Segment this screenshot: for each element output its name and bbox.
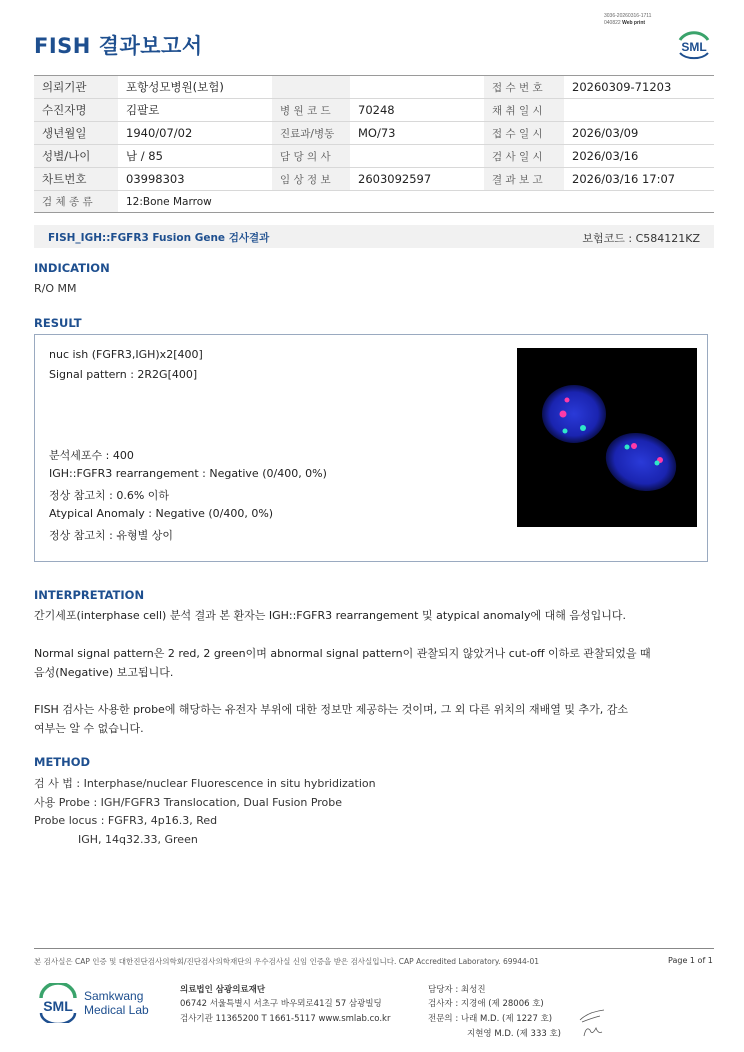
info-value: MO/73	[350, 122, 484, 145]
result-line: Atypical Anomaly : Negative (0/400, 0%)	[49, 507, 274, 520]
method-line: 사용 Probe : IGH/FGFR3 Translocation, Dual Fusion Probe	[34, 796, 343, 809]
test-title-bar	[34, 225, 714, 248]
staff-line: 담당자 : 최성진	[428, 985, 486, 995]
result-heading: RESULT	[34, 316, 82, 330]
info-label: 접 수 번 호	[484, 76, 564, 99]
info-value: 03998303	[118, 168, 272, 191]
info-label: 진료과/병동	[272, 122, 350, 145]
info-row	[34, 76, 714, 99]
sml-footer-logo-icon	[36, 983, 80, 1023]
method-line: 검 사 법 : Interphase/nuclear Fluorescence in situ hybridization	[34, 777, 376, 790]
info-value: 1940/07/02	[118, 122, 272, 145]
info-label: 의뢰기관	[34, 76, 118, 99]
signature-icon	[578, 1006, 608, 1040]
info-value: 20260309-71203	[564, 76, 714, 99]
info-value: 70248	[350, 99, 484, 122]
staff-line: 지현영 M.D. (제 333 호)	[467, 1029, 562, 1039]
interpretation-p2a: Normal signal pattern은 2 red, 2 green이며 abnormal signal pattern이 관찰되지 않았거나 cut-off 이하로 관찰되었을 때	[34, 647, 651, 660]
info-value: 2026/03/16 17:07	[564, 168, 714, 191]
result-line: 정상 참고치 : 0.6% 이하	[49, 489, 170, 502]
info-row	[34, 168, 714, 191]
doc-id-line: 3036-20260316-1711	[604, 13, 652, 19]
info-row	[34, 99, 714, 122]
sml-logo-icon	[674, 26, 714, 62]
info-row	[34, 145, 714, 168]
info-value: 2603092597	[350, 168, 484, 191]
interpretation-heading: INTERPRETATION	[34, 588, 145, 602]
info-row	[34, 122, 714, 145]
interpretation-p3b: 여부는 알 수 없습니다.	[34, 722, 144, 735]
info-label: 성별/나이	[34, 145, 118, 168]
accreditation-note: 본 검사실은 CAP 인증 및 대한진단검사의학회/진단검사의학재단의 우수검사실 신임 인증을 받은 검사실입니다. CAP Accredited Laboratory. 69944-01	[34, 957, 540, 966]
method-heading: METHOD	[34, 755, 91, 769]
result-line: 정상 참고치 : 유형별 상이	[49, 529, 173, 542]
doc-id-line2: 040822	[604, 20, 621, 26]
info-value	[350, 145, 484, 168]
test-name: FISH_IGH::FGFR3 Fusion Gene 검사결과	[48, 232, 270, 244]
info-label: 차트번호	[34, 168, 118, 191]
info-label: 임 상 정 보	[272, 168, 350, 191]
org-contact: 검사기관 11365200 T 1661-5117 www.smlab.co.kr	[180, 1014, 391, 1024]
svg-text:SML: SML	[43, 998, 73, 1014]
footer-divider	[34, 948, 714, 949]
sample-label: 검 체 종 류	[34, 191, 118, 213]
info-label: 검 사 일 시	[484, 145, 564, 168]
org-name: 의료법인 삼광의료재단	[180, 985, 266, 995]
fish-cell-image	[517, 348, 697, 527]
result-box	[34, 334, 708, 562]
info-label: 담 당 의 사	[272, 145, 350, 168]
info-value	[350, 76, 484, 99]
info-label: 접 수 일 시	[484, 122, 564, 145]
info-value	[564, 99, 714, 122]
info-value: 김팔로	[118, 99, 272, 122]
info-label: 결 과 보 고	[484, 168, 564, 191]
result-line: nuc ish (FGFR3,IGH)x2[400]	[49, 348, 203, 361]
interpretation-p2b: 음성(Negative) 보고됩니다.	[34, 666, 174, 679]
info-label: 생년월일	[34, 122, 118, 145]
indication-text: R/O MM	[34, 282, 77, 295]
sample-value: 12:Bone Marrow	[118, 191, 714, 213]
page-number: Page 1 of 1	[668, 956, 713, 965]
org-address: 06742 서울특별시 서초구 바우뫼로41길 57 삼광빌딩	[180, 999, 382, 1009]
info-label	[272, 76, 350, 99]
print-label: Web print	[622, 20, 646, 26]
lab-brand-line2: Medical Lab	[84, 1003, 149, 1017]
result-line: IGH::FGFR3 rearrangement : Negative (0/400, 0%)	[49, 467, 327, 480]
info-value: 남 / 85	[118, 145, 272, 168]
sample-row	[34, 191, 714, 213]
method-line: Probe locus : FGFR3, 4p16.3, Red	[34, 814, 218, 827]
staff-line: 검사자 : 지경애 (제 28006 호)	[428, 999, 544, 1009]
info-label: 수진자명	[34, 99, 118, 122]
lab-brand	[84, 989, 149, 1017]
lab-brand-line1: Samkwang	[84, 989, 144, 1003]
report-title: FISH 결과보고서	[34, 34, 203, 58]
interpretation-p1: 간기세포(interphase cell) 분석 결과 본 환자는 IGH::FGFR3 rearrangement 및 atypical anomaly에 대해 음성입니다.	[34, 609, 626, 622]
info-value: 2026/03/16	[564, 145, 714, 168]
patient-info-table	[34, 75, 714, 213]
method-line: IGH, 14q32.33, Green	[78, 833, 198, 846]
result-line: Signal pattern : 2R2G[400]	[49, 368, 198, 381]
document-id	[604, 13, 651, 27]
info-label: 병 원 코 드	[272, 99, 350, 122]
insurance-code: 보험코드 : C584121KZ	[582, 232, 700, 245]
interpretation-p3a: FISH 검사는 사용한 probe에 해당하는 유전자 부위에 대한 정보만 제공하는 것이며, 그 외 다른 위치의 재배열 및 추가, 감소	[34, 703, 629, 716]
info-value: 포항성모병원(보험)	[118, 76, 272, 99]
info-value: 2026/03/09	[564, 122, 714, 145]
indication-heading: INDICATION	[34, 261, 110, 275]
info-label: 채 취 일 시	[484, 99, 564, 122]
svg-text:SML: SML	[681, 40, 707, 54]
staff-line: 전문의 : 나래 M.D. (제 1227 호)	[428, 1014, 553, 1024]
result-line: 분석세포수 : 400	[49, 449, 134, 462]
